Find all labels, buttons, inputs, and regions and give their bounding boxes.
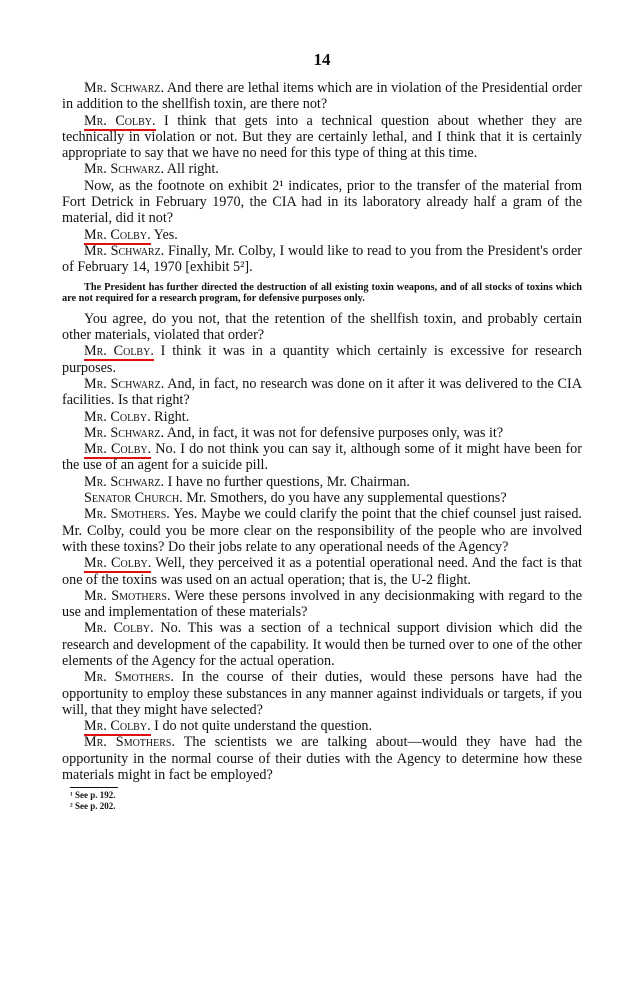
speech: Were these persons involved in any decisionmaking with regard to the use and implementation of these materials? — [62, 587, 582, 621]
speaker: Mr. Schwarz. — [84, 80, 165, 96]
speech: Right. — [150, 408, 190, 425]
speech: And, in fact, no research was done on it after it was delivered to the CIA facilities. Is that right? — [62, 375, 582, 409]
speaker: Mr. Smothers. — [84, 669, 174, 686]
transcript-block-2 — [62, 311, 582, 784]
page-number: 14 — [313, 50, 331, 69]
speech: The scientists we are talking about—would they have had the opportunity in the normal course of their duties with the Agency to determine how these materials might in fact be employed? — [62, 734, 582, 784]
speaker: Mr. Colby. — [84, 112, 156, 129]
speaker: Mr. Smothers. — [84, 506, 170, 523]
speech: I think that gets into a technical question about whether they are technically in violation or not. But they are certainly lethal, and I think that it is certainly appropriate to say that we have no need for this type of thing at this time. — [62, 112, 582, 162]
speech: I do not quite understand the question. — [150, 718, 373, 735]
paragraph — [62, 409, 582, 425]
speaker: Mr. Colby. — [84, 408, 151, 425]
speech: No. This was a section of a technical support division which did the research and development of the capability. It would then be turned over to one of the other elements of the Agency for the actual operation. — [62, 620, 582, 669]
speaker: Mr. Schwarz. — [84, 161, 165, 178]
speaker: Mr. Schwarz. — [84, 375, 165, 392]
paragraph — [62, 441, 582, 474]
speech: Finally, Mr. Colby, I would like to read to you from the President's order of February 14, 1970 [exhibit 5²]. — [62, 242, 582, 276]
paragraph — [62, 474, 582, 490]
paragraph — [62, 161, 582, 177]
speech: Mr. Smothers, do you have any supplemental questions? — [182, 490, 507, 507]
paragraph — [62, 376, 582, 409]
paragraph — [62, 343, 582, 376]
paragraph — [62, 718, 582, 734]
paragraph — [62, 588, 582, 621]
speech: No. I do not think you can say it, although some of it might have been for the use of an agent for a suicide pill. — [62, 441, 582, 474]
speaker: Mr. Schwarz. — [84, 473, 165, 490]
paragraph — [62, 506, 582, 555]
paragraph — [62, 243, 582, 276]
paragraph — [62, 113, 582, 162]
paragraph — [62, 178, 582, 227]
speech: Now, as the footnote on exhibit 2¹ indicates, prior to the transfer of the material from Fort Detrick in February 1970, the CIA had in its laboratory already half a gram of the material, did it not? — [62, 177, 582, 227]
speaker: Mr. Colby. — [84, 343, 154, 360]
paragraph — [62, 227, 582, 243]
speaker: Senator Church. — [84, 490, 183, 507]
paragraph — [62, 311, 582, 344]
speaker: Mr. Colby. — [84, 620, 154, 637]
paragraph — [62, 80, 582, 113]
speech: I think it was in a quantity which certainly is excessive for research purposes. — [62, 343, 582, 376]
speech: In the course of their duties, would these persons have had the opportunity to employ these substances in any manner against individuals or targets, if you will, that they might have selected? — [62, 669, 582, 718]
paragraph — [62, 555, 582, 588]
footnote-divider — [70, 787, 118, 788]
paragraph — [62, 620, 582, 669]
speaker: Mr. Colby. — [84, 555, 152, 572]
speech: I have no further questions, Mr. Chairman. — [164, 473, 410, 490]
document-page — [62, 50, 582, 811]
transcript-block-1 — [62, 80, 582, 276]
speech: All right. — [164, 161, 219, 178]
paragraph — [62, 425, 582, 441]
speaker: Mr. Schwarz. — [84, 424, 165, 441]
speech: Yes. — [150, 226, 178, 243]
speech: And, in fact, it was not for defensive purposes only, was it? — [164, 424, 504, 441]
quoted-order: The President has further directed the destruction of all existing toxin weapons, and of all stocks of toxins which are not required for a research program, for defensive purposes only. — [62, 281, 582, 305]
speech: Well, they perceived it as a potential operational need. And the fact is that one of the toxins was used on an actual operation; that is, the U-2 flight. — [62, 555, 582, 588]
speaker: Mr. Colby. — [84, 718, 151, 735]
speaker: Mr. Colby. — [84, 226, 151, 243]
paragraph — [62, 490, 582, 506]
paragraph — [62, 669, 582, 718]
speaker: Mr. Smothers. — [84, 734, 176, 751]
speech: And there are lethal items which are in violation of the Presidential order in addition to the shellfish toxin, are there not? — [62, 80, 582, 113]
speech: You agree, do you not, that the retention of the shellfish toxin, and probably certain other materials, violated that order? — [62, 310, 582, 344]
speaker: Mr. Colby. — [84, 441, 152, 458]
speaker: Mr. Schwarz. — [84, 242, 165, 259]
speech: Yes. Maybe we could clarify the point that the chief counsel just raised. Mr. Colby, could you be more clear on the responsibility of the people who are involved with these toxins? Do their jobs relate to any operational needs of the Agency? — [62, 506, 582, 555]
footnote: ¹ See p. 192. — [70, 790, 116, 801]
footnote: ² See p. 202. — [70, 800, 116, 811]
speaker: Mr. Smothers. — [84, 587, 171, 604]
paragraph — [62, 734, 582, 783]
